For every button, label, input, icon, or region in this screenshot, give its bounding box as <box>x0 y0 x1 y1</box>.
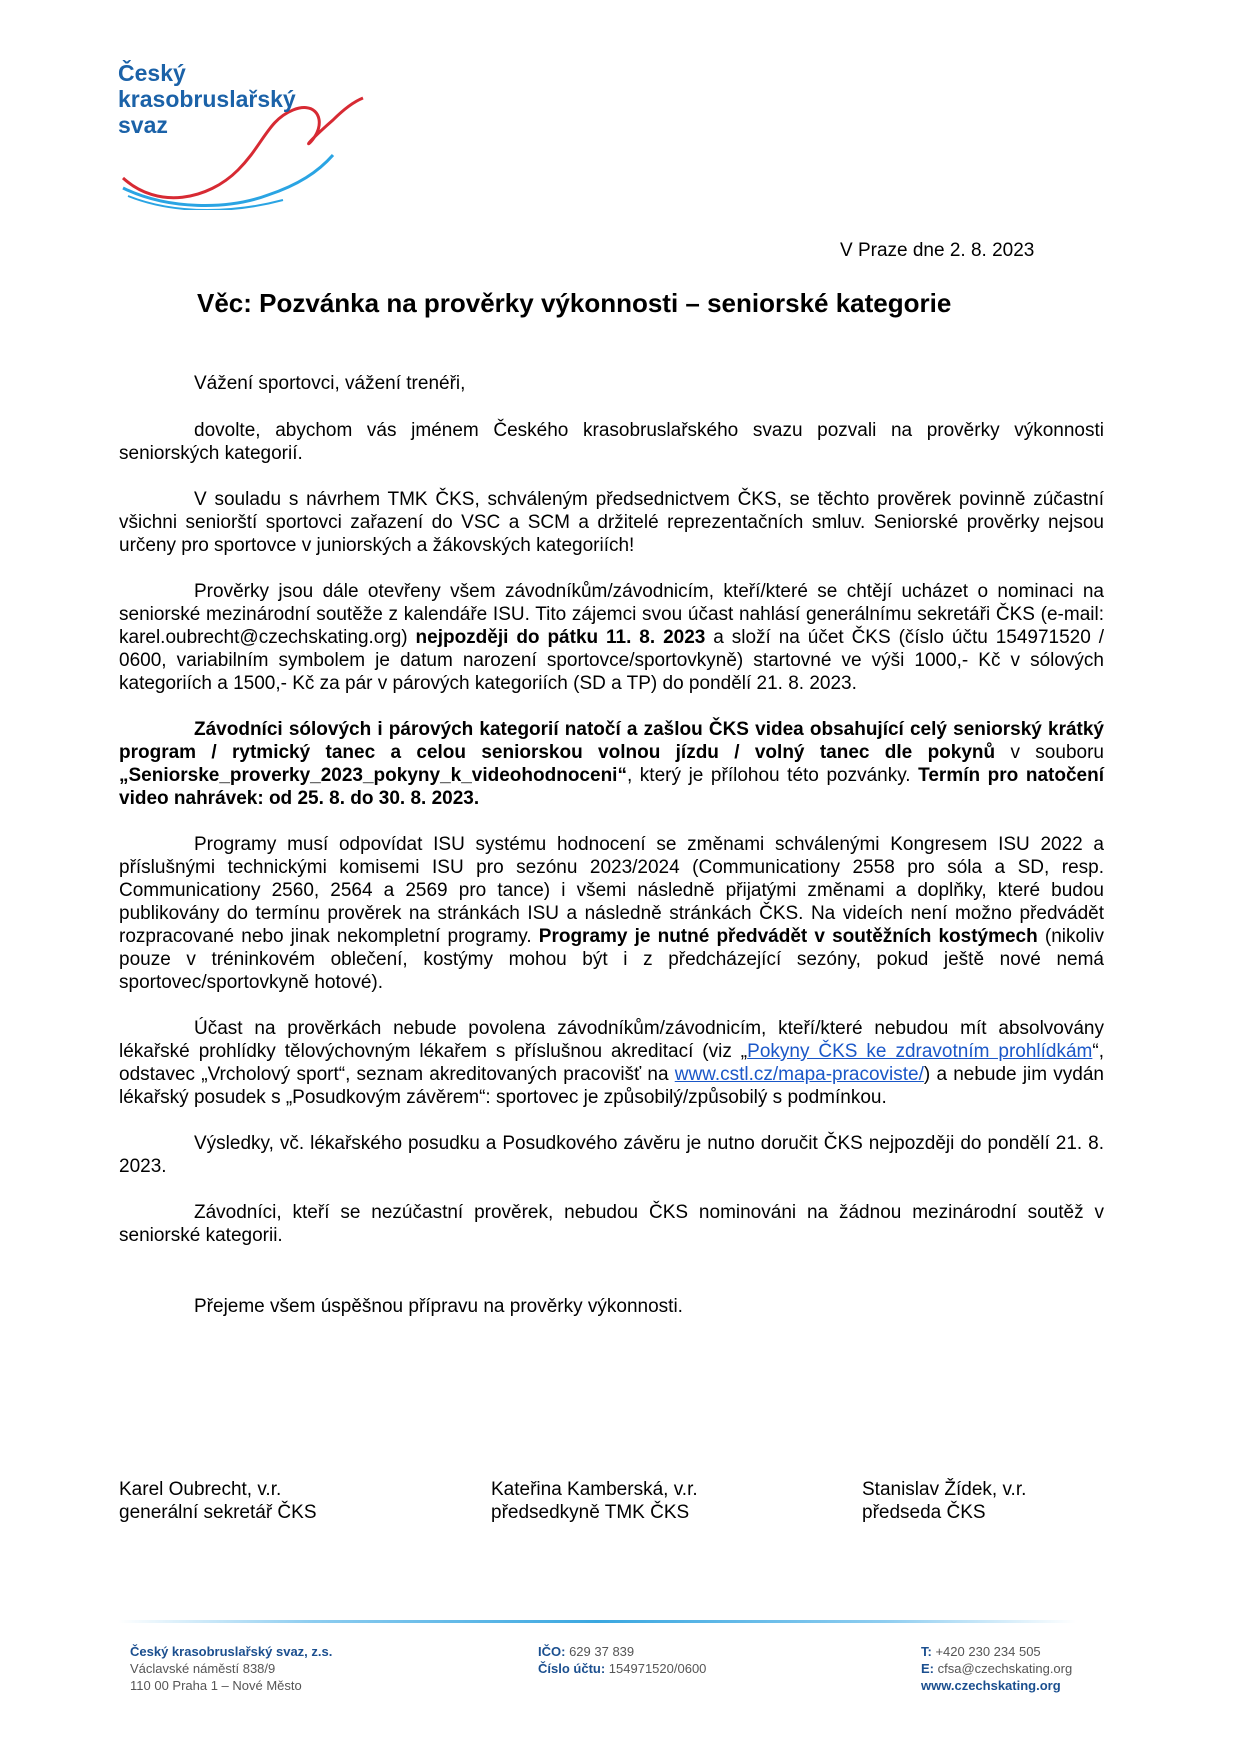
p6-text-c: ) a nebude jim vydán lékařský posudek s „Posudkovým závěrem“: sportovec je způsobilý/způsobilý s podmínkou. <box>119 1064 1104 1108</box>
signature-2 <box>491 1478 698 1524</box>
footer-org: Český krasobruslařský svaz, z.s. <box>130 1644 333 1659</box>
paragraph-1: dovolte, abychom vás jménem Českého krasobruslařského svazu pozvali na prověrky výkonnosti seniorských kategorií. <box>119 420 1104 464</box>
footer-account: 154971520/0600 <box>608 1661 707 1676</box>
signature-role: předsedkyně TMK ČKS <box>491 1502 690 1523</box>
signature-role: generální sekretář ČKS <box>119 1502 317 1523</box>
signature-name: Stanislav Žídek, v.r. <box>862 1479 1027 1500</box>
letter-date: V Praze dne 2. 8. 2023 <box>840 240 1035 261</box>
footer-street: Václavské náměstí 838/9 <box>130 1661 276 1676</box>
paragraph-4 <box>119 718 1104 810</box>
logo-wordmark <box>118 60 296 138</box>
p4-text-d: , který je přílohou této pozvánky. <box>626 765 919 786</box>
signature-role: předseda ČKS <box>862 1502 986 1523</box>
footer-city: 110 00 Praha 1 – Nové Město <box>130 1678 302 1693</box>
cstl-map-link[interactable]: www.cstl.cz/mapa-pracoviste/ <box>674 1064 924 1085</box>
signature-3 <box>862 1478 1026 1524</box>
p4-bold-a: Závodníci sólových i párových kategorií natočí a zašlou ČKS videa obsahující celý seniorský krátký program / rytmický tanec a celou seniorskou volnou jízdu / volný tanec dle pokynů <box>119 719 1104 763</box>
p5-text-a: Programy musí odpovídat ISU systému hodnocení se změnami schválenými Kongresem ISU 2022 a příslušnými technickými komisemi ISU pro sezónu 2023/2024 (Communicationy 2558 pro sóla a SD, resp. Communicationy 2560, 2564 a 2569 pro tance) i všemi následně přijatými změnami a doplňky, které budou publikovány do termínu prověrek na stránkách ISU a následně stránkách ČKS. Na videích není možno předvádět rozpracované nebo jinak nekompletní programy. <box>119 834 1104 947</box>
p5-text-c: (nikoliv pouze v tréninkovém oblečení, kostýmy mohou být i z předcházející sezóny, pokud ještě nové nemá sportovec/sportovkyně hotové). <box>119 926 1104 993</box>
signature-name: Karel Oubrecht, v.r. <box>119 1479 282 1500</box>
paragraph-2: V souladu s návrhem TMK ČKS, schváleným předsednictvem ČKS, se těchto prověrek povinně zúčastní všichni seniorští sportovci zařazení do VSC a SCM a držitelé reprezentačních smluv. Seniorské prověrky nejsou určeny pro sportovce v juniorských a žákovských kategoriích! <box>119 489 1104 556</box>
footer-address <box>130 1643 332 1694</box>
p6-text-a: Účast na prověrkách nebude povolena závodníkům/závodnicím, kteří/které nebudou mít absolvovány lékařské prohlídky tělovýchovným lékařem s příslušnou akreditací (viz „ <box>119 1018 1104 1062</box>
signature-1 <box>119 1478 317 1524</box>
p3-text-a: Prověrky jsou dále otevřeny všem závodníkům/závodnicím, kteří/které se chtějí ucházet o nominaci na seniorské mezinárodní soutěže z kalendáře ISU. Tito zájemci svou účast nahlásí generálnímu sekretáři ČKS (e-mail: karel.oubrecht@czechskating.org) <box>119 581 1104 648</box>
p4-text-b: v souboru <box>995 742 1104 763</box>
footer-email: cfsa@czechskating.org <box>937 1661 1073 1676</box>
letter-body <box>119 372 1104 1318</box>
health-guidelines-link[interactable]: Pokyny ČKS ke zdravotním prohlídkám <box>747 1041 1093 1062</box>
footer-email-label: E: <box>921 1661 934 1676</box>
greeting: Vážení sportovci, vážení trenéři, <box>194 373 466 394</box>
logo-line-3: svaz <box>118 112 168 138</box>
footer-tel-label: T: <box>921 1644 932 1659</box>
footer-ico: 629 37 839 <box>569 1644 635 1659</box>
paragraph-9: Přejeme všem úspěšnou přípravu na prověrky výkonnosti. <box>194 1296 683 1317</box>
paragraph-6 <box>119 1017 1104 1109</box>
p4-file-name: „Seniorske_proverky_2023_pokyny_k_videohodnoceni“ <box>119 765 627 786</box>
p3-deadline: nejpozději do pátku 11. 8. 2023 <box>415 627 706 648</box>
footer-web[interactable]: www.czechskating.org <box>921 1678 1061 1693</box>
p5-bold-b: Programy je nutné předvádět v soutěžních kostýmech <box>538 926 1038 947</box>
letter-subject: Věc: Pozvánka na prověrky výkonnosti – seniorské kategorie <box>197 288 952 318</box>
footer-account-label: Číslo účtu: <box>538 1661 606 1676</box>
logo-line-2: krasobruslařský <box>118 86 296 112</box>
footer-ids <box>538 1643 706 1677</box>
footer-divider <box>118 1620 1076 1623</box>
logo-line-1: Český <box>118 60 186 86</box>
signature-name: Kateřina Kamberská, v.r. <box>491 1479 698 1500</box>
p6-text-b: “, odstavec „Vrcholový sport“, seznam akreditovaných pracovišť na <box>119 1041 1104 1085</box>
paragraph-3 <box>119 580 1104 695</box>
p3-text-c: a složí na účet ČKS (číslo účtu 154971520 / 0600, variabilním symbolem je datum narození sportovce/sportovkyně) startovné ve výši 1000,- Kč v sólových kategoriích a 1500,- Kč za pár v párových kategoriích (SD a TP) do pondělí 21. 8. 2023. <box>119 627 1104 694</box>
footer-contact <box>921 1643 1072 1694</box>
paragraph-7: Výsledky, vč. lékařského posudku a Posudkového závěru je nutno doručit ČKS nejpozději do pondělí 21. 8. 2023. <box>119 1133 1104 1177</box>
footer-ico-label: IČO: <box>538 1644 566 1659</box>
p4-video-deadline: Termín pro natočení video nahrávek: od 25. 8. do 30. 8. 2023. <box>119 765 1104 809</box>
footer-tel: +420 230 234 505 <box>935 1644 1041 1659</box>
paragraph-5 <box>119 833 1104 994</box>
paragraph-8: Závodníci, kteří se nezúčastní prověrek, nebudou ČKS nominováni na žádnou mezinárodní soutěž v seniorské kategorii. <box>119 1202 1104 1246</box>
logo <box>118 60 368 210</box>
